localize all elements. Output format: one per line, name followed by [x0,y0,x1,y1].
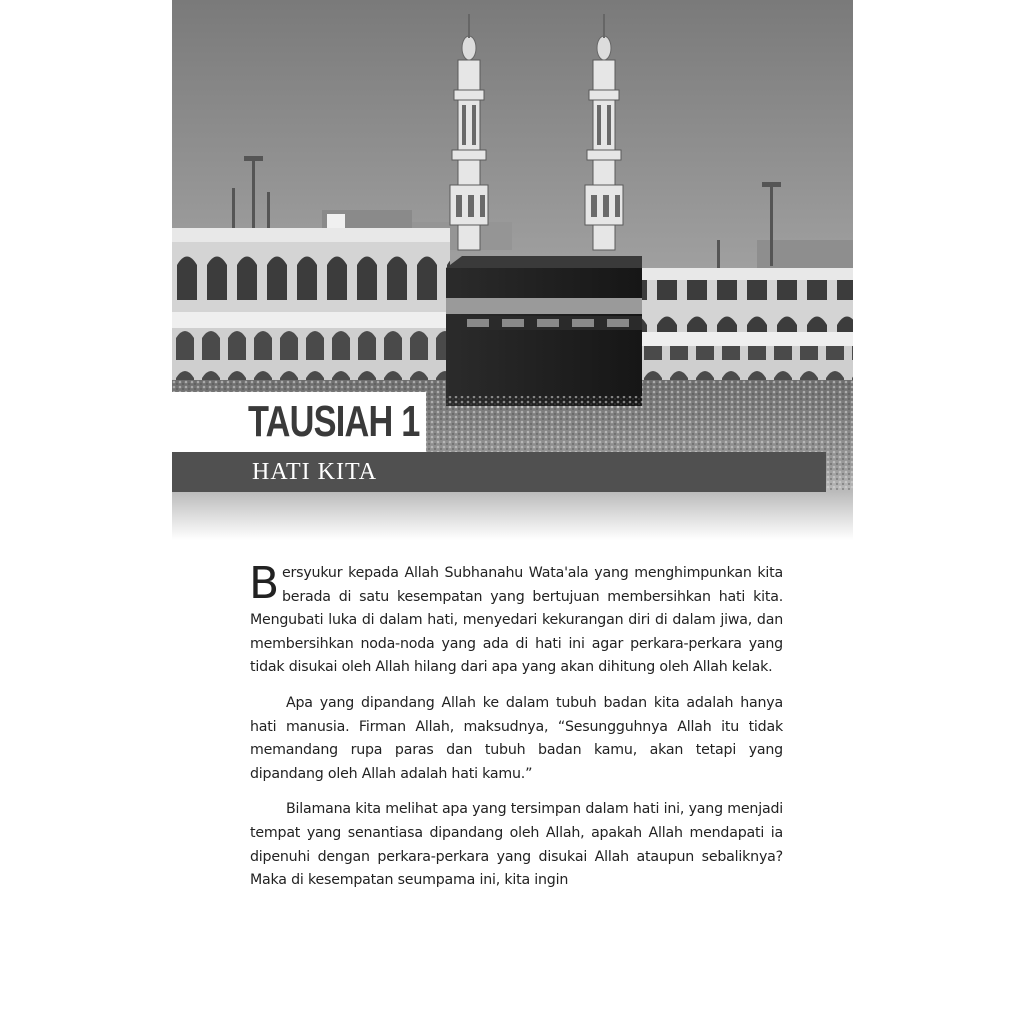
paragraph-2: Apa yang dipandang Allah ke dalam tubuh badan kita adalah hanya hati manusia. Firman Allah, maksudnya, “Sesungguhnya Allah itu tidak memandang rupa paras dan tubuh badan kamu, akan tetapi yang dipandang oleh Allah adalah hati kamu.” [250,694,783,782]
paragraph-3: Bilamana kita melihat apa yang tersimpan dalam hati ini, yang menjadi tempat yang senantiasa dipandang oleh Allah, apakah Allah mendapati ia dipenuhi dengan perkara-perkara yang disukai Allah ataupun sebaliknya? Maka di kesempatan seumpama ini, kita ingin [250,801,783,889]
chapter-subtitle: HATI KITA [252,459,378,485]
body-text [249,558,783,905]
drop-cap: B [249,558,279,609]
paragraph-1 [249,558,783,680]
chapter-title: TAUSIAH 1 [248,397,420,446]
paragraph-1-text: ersyukur kepada Allah Subhanahu Wata'ala yang menghimpunkan kita berada di satu kesempatan yang bertujuan membersihkan hati kita. Mengubati luka di dalam hati, menyedari kekurangan diri di dalam jiwa, dan membersihkan noda-noda yang ada di hati ini agar perkara-perkara yang tidak disukai oleh Allah hilang dari apa yang akan dihitung oleh Allah kelak. [250,565,783,676]
